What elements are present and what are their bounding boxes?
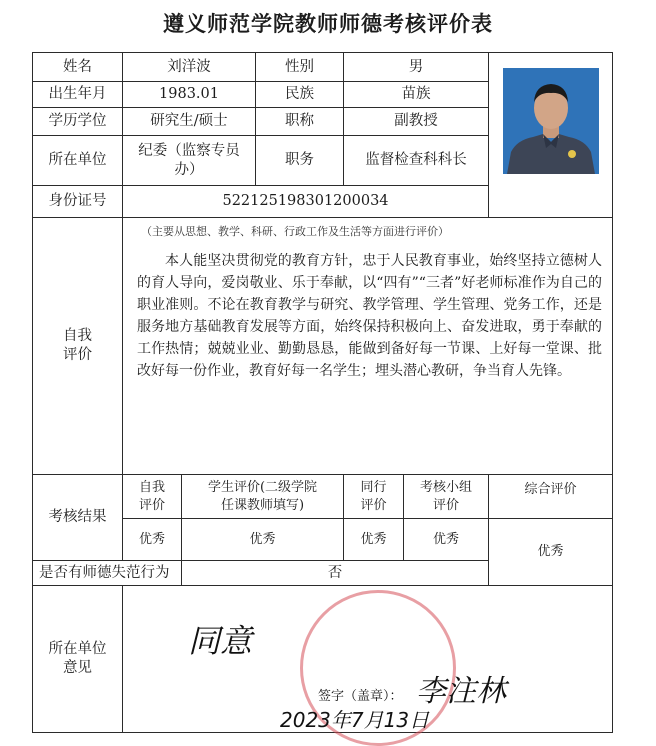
rank-label: 职称 <box>256 108 344 136</box>
group-eval-header <box>404 475 489 519</box>
ethnicity-label: 民族 <box>256 82 344 108</box>
misconduct-value: 否 <box>182 561 489 586</box>
unit-label: 所在单位 <box>33 136 123 186</box>
ethnicity-value: 苗族 <box>344 82 489 108</box>
opinion-label <box>33 586 123 733</box>
unit-value: 纪委（监察专员办） <box>123 136 256 186</box>
education-label: 学历学位 <box>33 108 123 136</box>
name-label: 姓名 <box>33 53 123 82</box>
group-eval-result: 优秀 <box>404 519 489 561</box>
id-number-label: 身份证号 <box>33 186 123 218</box>
self-eval-header-line2: 评价 <box>138 497 165 513</box>
self-eval-header <box>123 475 182 519</box>
self-eval-label <box>33 218 123 475</box>
date-handwriting: 2023年7月13日 <box>280 708 430 732</box>
birth-value: 1983.01 <box>123 82 256 108</box>
gender-label: 性别 <box>256 53 344 82</box>
photo-cell <box>489 53 613 218</box>
self-eval-label-line2: 评价 <box>63 347 92 363</box>
misconduct-label: 是否有师德失范行为 <box>33 561 182 586</box>
self-eval-text: 本人能坚决贯彻党的教育方针，忠于人民教育事业，始终坚持立德树人的育人导向，爱岗敬业、乐于奉献，以“四有”“三者”好老师标准作为自己的职业准则。不论在教育教学与研究、教学管理、学生管理、党务工作，还是服务地方基础教育发展等方面，始终保持积极向上、奋发进取，勇于奉献的工作热情；兢兢业业、勤勤恳恳，能做到备好每一节课、上好每一堂课、批改好每一份作业，教育好每一名学生；埋头潜心教研，争当育人先锋。 <box>137 253 602 379</box>
peer-eval-header-line1: 同行 <box>360 479 387 495</box>
overall-eval-result: 优秀 <box>489 519 613 586</box>
self-eval-content <box>123 218 613 475</box>
name-value: 刘洋波 <box>123 53 256 82</box>
opinion-label-line1: 所在单位 <box>48 641 107 657</box>
group-eval-header-line2: 评价 <box>432 497 459 513</box>
peer-eval-header <box>344 475 404 519</box>
signature-label: 签字（盖章）： <box>318 689 403 704</box>
self-eval-result: 优秀 <box>123 519 182 561</box>
document-title: 遵义师范学院教师师德考核评价表 <box>163 11 493 36</box>
position-label: 职务 <box>256 136 344 186</box>
peer-eval-header-line2: 评价 <box>360 497 387 513</box>
overall-eval-header: 综合评价 <box>489 475 613 519</box>
student-eval-header-line1: 学生评价(二级学院 <box>207 479 318 495</box>
position-value: 监督检查科科长 <box>344 136 489 186</box>
self-eval-header-line1: 自我 <box>138 479 165 495</box>
student-eval-result: 优秀 <box>182 519 344 561</box>
rank-value: 副教授 <box>344 108 489 136</box>
result-label: 考核结果 <box>33 475 123 561</box>
opinion-handwriting: 同意 <box>188 622 253 660</box>
id-photo <box>503 68 599 174</box>
group-eval-header-line1: 考核小组 <box>419 479 472 495</box>
self-eval-label-line1: 自我 <box>63 328 92 344</box>
self-eval-hint: （主要从思想、教学、科研、行政工作及生活等方面进行评价） <box>141 225 449 238</box>
id-number-value: 522125198301200034 <box>123 186 489 218</box>
student-eval-header <box>182 475 344 519</box>
gender-value: 男 <box>344 53 489 82</box>
student-eval-header-line2: 任课教师填写) <box>220 497 305 513</box>
opinion-label-line2: 意见 <box>63 660 92 676</box>
peer-eval-result: 优秀 <box>344 519 404 561</box>
education-value: 研究生/硕士 <box>123 108 256 136</box>
birth-label: 出生年月 <box>33 82 123 108</box>
signature-handwriting: 李注林 <box>416 674 506 709</box>
